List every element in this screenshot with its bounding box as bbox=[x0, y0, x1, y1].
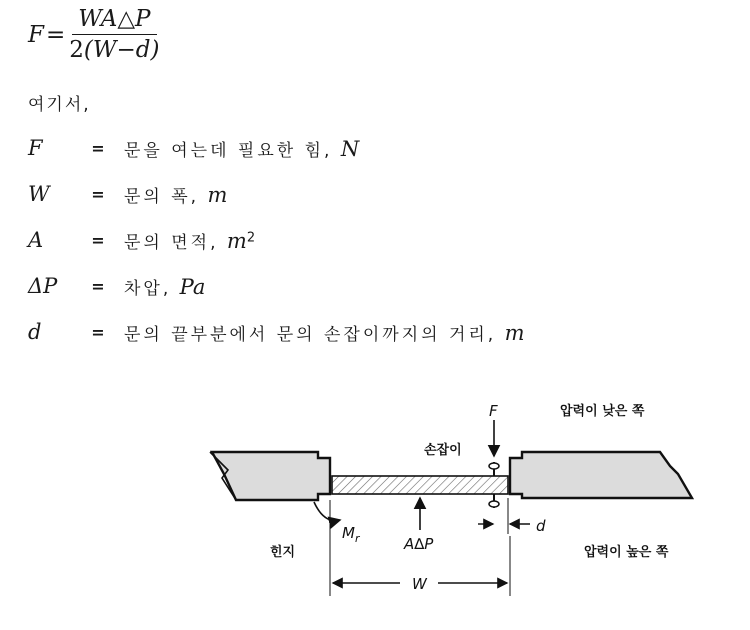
definition-equals: = bbox=[91, 322, 105, 342]
definition-text: 문의 면적, bbox=[124, 232, 219, 253]
definition-unit-sup: 2 bbox=[246, 229, 259, 245]
distance-label: d bbox=[536, 517, 546, 535]
moment-label-main: M bbox=[342, 524, 355, 542]
definition-equals: = bbox=[91, 230, 105, 250]
definition-text: 문의 폭, bbox=[124, 186, 200, 207]
moment-label-sub: r bbox=[354, 532, 360, 545]
definition-unit: Pa bbox=[179, 274, 206, 299]
hinge-label: 힌지 bbox=[270, 545, 296, 560]
formula-denominator-lead: 2 bbox=[69, 37, 84, 63]
definition-symbol: A bbox=[28, 228, 44, 252]
definition-unit: m bbox=[207, 182, 228, 207]
definition-symbol: F bbox=[28, 136, 43, 160]
where-label: 여기서, bbox=[28, 95, 91, 115]
handle-label: 손잡이 bbox=[424, 443, 462, 458]
definition-text: 문의 끝부분에서 문의 손잡이까지의 거리, bbox=[124, 324, 497, 345]
definition-symbol: W bbox=[28, 182, 50, 206]
door-panel bbox=[332, 476, 508, 494]
formula-denominator-inner: (W−d) bbox=[83, 37, 160, 63]
definition-symbol: d bbox=[28, 320, 42, 344]
width-label: W bbox=[412, 575, 427, 593]
definition-equals: = bbox=[91, 276, 105, 296]
moment-arrow bbox=[314, 502, 340, 521]
definition-equals: = bbox=[91, 138, 105, 158]
definition-text: 차압, bbox=[124, 278, 172, 299]
definition-unit: m bbox=[226, 228, 247, 253]
definition-text: 문을 여는데 필요한 힘, bbox=[124, 140, 333, 161]
low-pressure-label: 압력이 낮은 쪽 bbox=[560, 404, 645, 419]
definition-unit: N bbox=[340, 136, 360, 161]
formula-equals: = bbox=[45, 21, 66, 48]
left-wall bbox=[212, 452, 330, 500]
right-wall bbox=[510, 452, 692, 498]
definition-unit: m bbox=[504, 320, 525, 345]
formula-lhs: F bbox=[28, 21, 44, 48]
high-pressure-label: 압력이 높은 쪽 bbox=[584, 545, 669, 560]
moment-label bbox=[342, 524, 361, 545]
pressure-force-label: A∆P bbox=[404, 535, 434, 553]
definition-symbol: ΔP bbox=[28, 274, 58, 298]
force-label: F bbox=[489, 402, 498, 420]
definition-equals: = bbox=[91, 184, 105, 204]
formula-numerator: WA△P bbox=[72, 6, 156, 35]
